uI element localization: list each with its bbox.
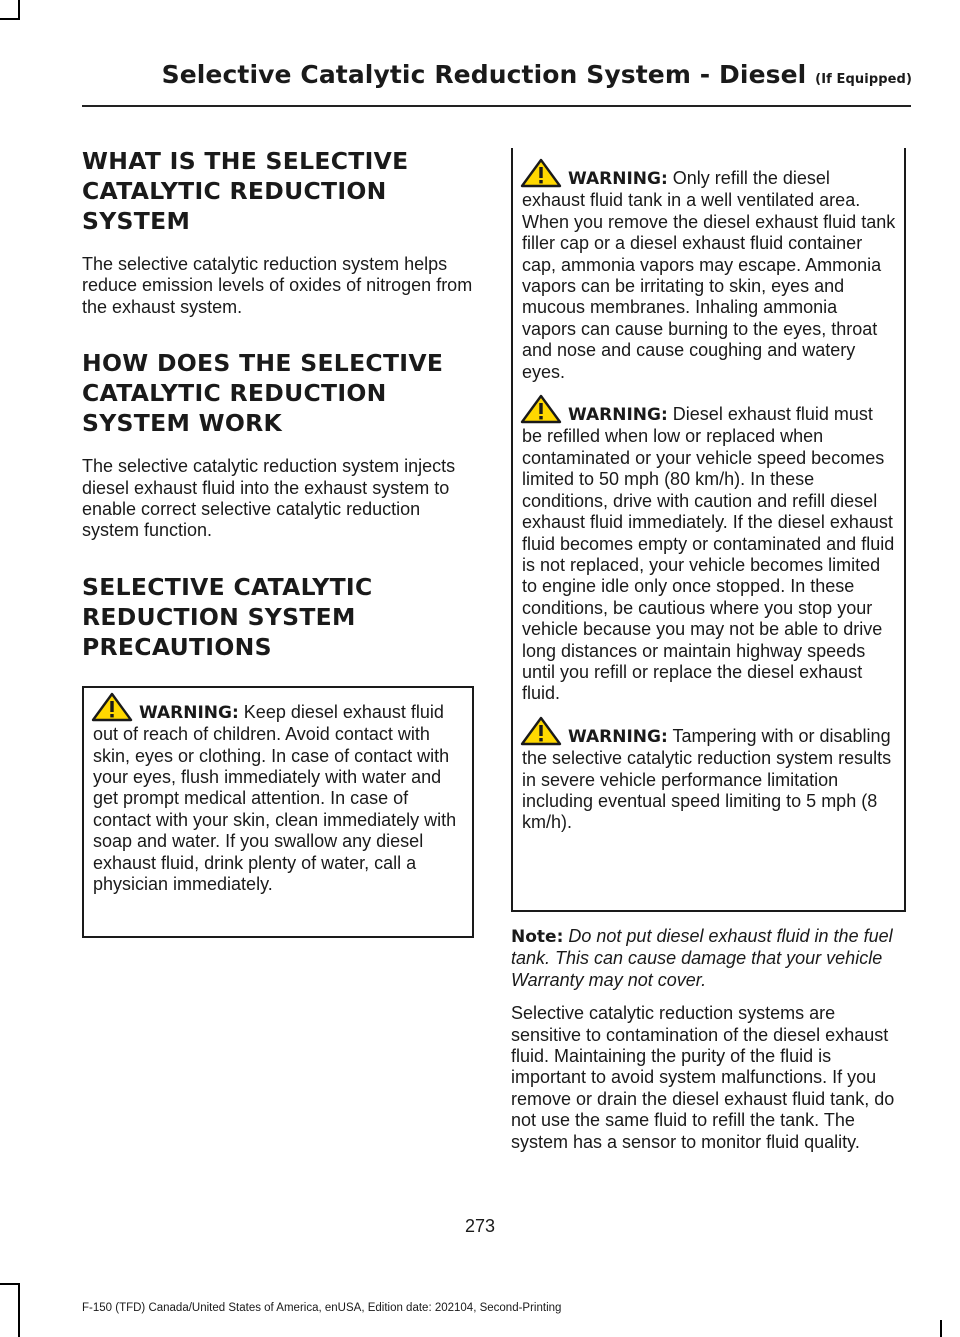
header-divider: [82, 105, 911, 107]
heading-line: CATALYTIC REDUCTION: [82, 177, 387, 205]
warning-box-left: [82, 686, 474, 938]
warning-text: Keep diesel exhaust fluid out of reach of children. Avoid contact with skin, eyes or clothing. In case of contact with your eyes, flush immediately with water and get prompt medical attention. In case of contact with your skin, clean immediately with soap and water. If you swallow any diesel exhaust fluid, drink plenty of water, call a physician immediately.: [93, 701, 457, 895]
crop-mark: [18, 0, 20, 20]
warning-keyword: WARNING:: [568, 405, 668, 426]
crop-mark: [0, 1283, 20, 1285]
closing-paragraph: Selective catalytic reduction systems are sensitive to contamination of the diesel exhaust fluid. Maintaining the purity of the fluid is important to avoid system malfunctions. If you remove or drain the diesel exhaust fluid tank, do not use the same fluid to refill the tank. The system has a sensor to monitor fluid quality.: [511, 1003, 895, 1152]
header-title-text: Selective Catalytic Reduction System - Diesel: [161, 60, 807, 89]
warning-keyword: WARNING:: [568, 726, 668, 747]
note-text: Do not put diesel exhaust fluid in the fuel tank. This can cause damage that your vehicle Warranty may not cover.: [511, 926, 893, 990]
warning-keyword: WARNING:: [139, 702, 239, 723]
page-number: 273: [464, 1216, 496, 1236]
warning-text: Only refill the diesel exhaust fluid tank in a well ventilated area. When you remove the diesel exhaust fluid tank filler cap or a diesel exhaust fluid container cap, ammonia vapors may escape. Ammonia vapors can be irritating to skin, eyes and mucous membranes. Inhaling ammonia vapors can cause burning to the eyes, throat and nose and cause coughing and watery eyes.: [522, 168, 896, 382]
warning-keyword: WARNING:: [568, 169, 668, 189]
warning-triangle-icon: [520, 158, 562, 188]
section-heading-what-is: [82, 146, 474, 236]
page-header-title: [162, 60, 912, 89]
section-heading-precautions: [82, 572, 474, 662]
crop-mark: [18, 1285, 20, 1337]
heading-line: REDUCTION SYSTEM: [82, 602, 356, 631]
crop-mark: [940, 1320, 942, 1337]
right-column: [511, 148, 906, 1153]
warning-item: [522, 716, 896, 834]
heading-line: SYSTEM: [82, 207, 191, 235]
warning-item: [522, 394, 896, 705]
crop-mark: [0, 18, 20, 20]
note-paragraph: [511, 926, 906, 991]
warning-text: Diesel exhaust fluid must be refilled when low or replaced when contaminated or your vehicle speed becomes limited to 50 mph (80 km/h). In these conditions, drive with caution and refill diesel exhaust fluid immediately. If the diesel exhaust fluid becomes empty or contaminated and fluid is not replaced, your vehicle becomes limited to engine idle only once stopped. In these conditions, be cautious where you stop your vehicle because you may not be able to drive long distances or maintain highway speeds until you refill or replace the diesel exhaust fluid.: [522, 404, 895, 704]
warning-triangle-icon: [520, 394, 562, 424]
heading-line: CATALYTIC REDUCTION: [82, 379, 387, 408]
heading-line: WHAT IS THE SELECTIVE: [82, 147, 409, 175]
heading-line: PRECAUTIONS: [82, 632, 272, 661]
warning-item: [93, 692, 464, 896]
section-paragraph-how-does: The selective catalytic reduction system injects diesel exhaust fluid into the exhaust system to enable correct selective catalytic reduction system function.: [82, 456, 456, 541]
header-subtitle: (If Equipped): [815, 72, 912, 87]
heading-line: HOW DOES THE SELECTIVE: [82, 349, 444, 378]
section-paragraph-what-is: The selective catalytic reduction system helps reduce emission levels of oxides of nitrogen from the exhaust system.: [82, 254, 473, 317]
warning-triangle-icon: [520, 716, 562, 746]
heading-line: SYSTEM WORK: [82, 409, 283, 438]
page-footer: F-150 (TFD) Canada/United States of America, enUSA, Edition date: 202104, Second-Printing: [82, 1302, 562, 1314]
note-label: Note:: [511, 927, 564, 947]
left-column: [82, 146, 474, 938]
warning-item: [522, 158, 896, 383]
warning-text: Tampering with or disabling the selective catalytic reduction system results in severe vehicle performance limitation including eventual speed limiting to 5 mph (8 km/h).: [522, 725, 892, 833]
heading-line: SELECTIVE CATALYTIC: [82, 572, 373, 601]
section-heading-how-does: [82, 348, 474, 438]
warning-triangle-icon: [91, 692, 133, 722]
warning-box-right: [511, 148, 906, 912]
